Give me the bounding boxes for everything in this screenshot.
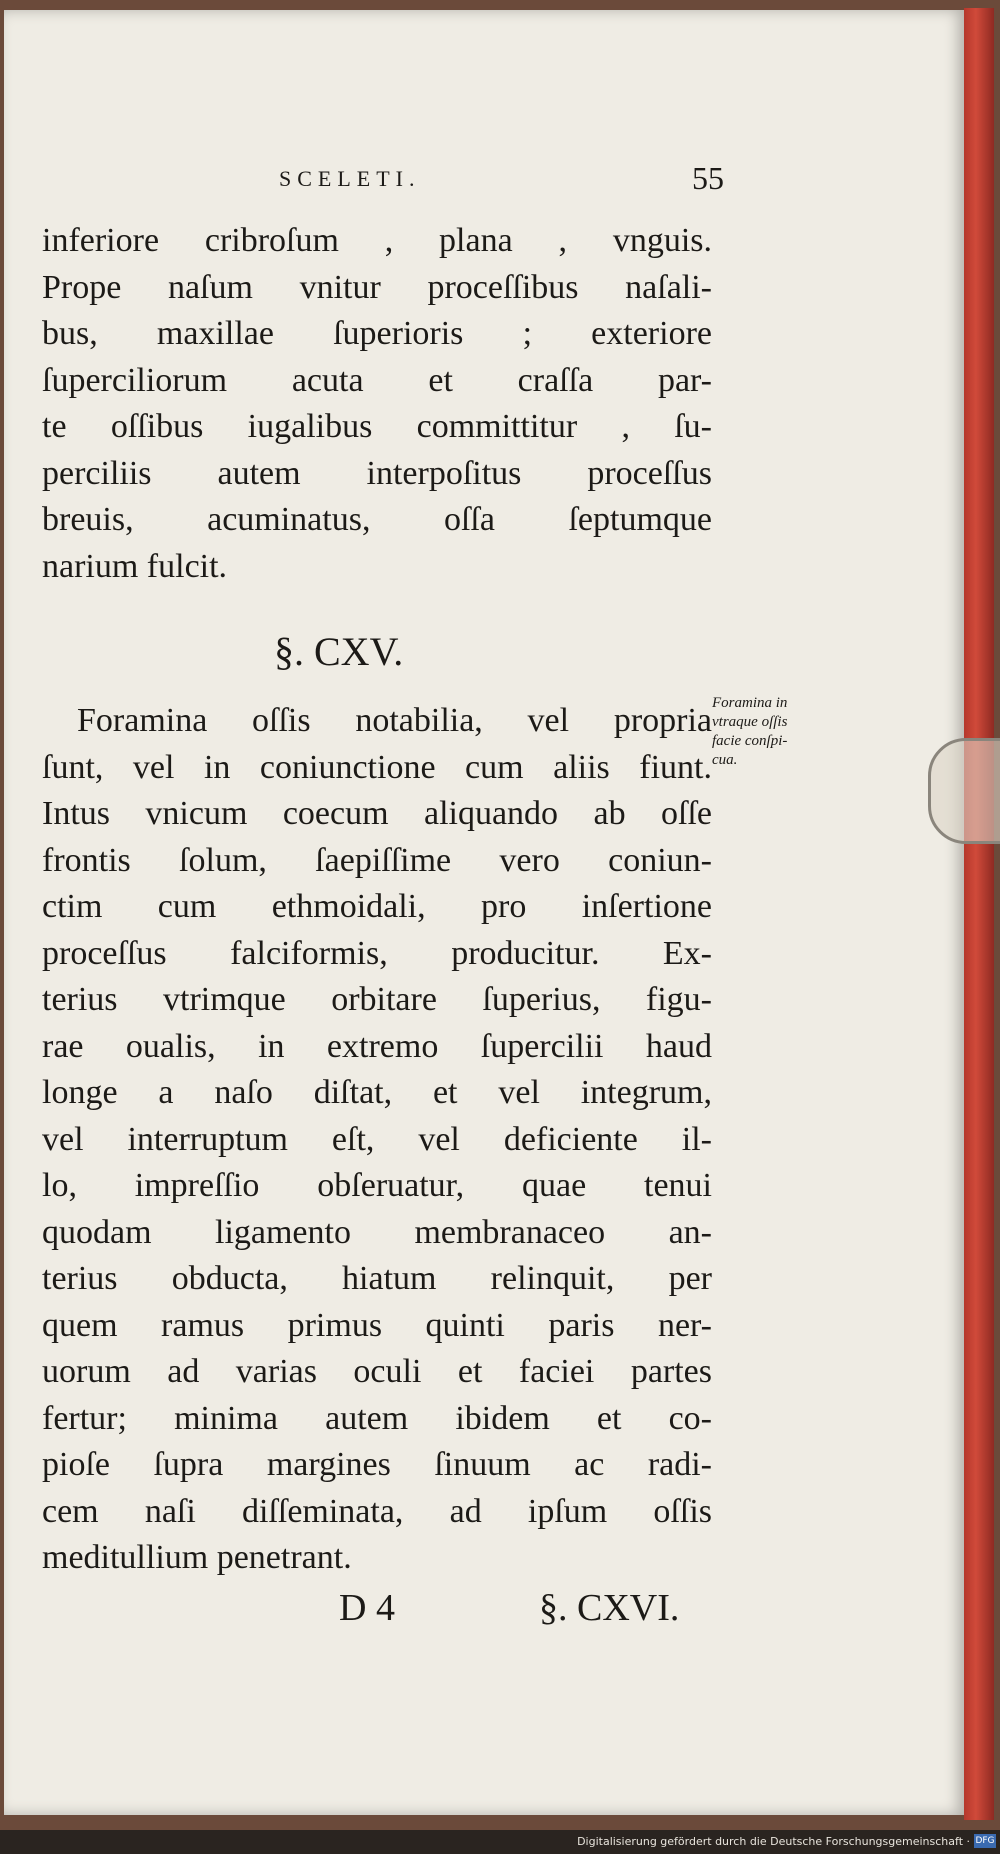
text-line: ctim cum ethmoidali, pro inſertione bbox=[42, 888, 712, 925]
section-heading: §. CXV. bbox=[274, 629, 404, 674]
page-number: 55 bbox=[692, 160, 724, 196]
credit-bar bbox=[0, 1830, 1000, 1854]
text-line: vel interruptum eſt, vel deficiente il- bbox=[42, 1120, 712, 1158]
text-line: cem naſi diſſeminata, ad ipſum oſſis bbox=[42, 1492, 712, 1530]
text-line: bus, maxillae ſuperioris ; exteriore bbox=[42, 315, 712, 352]
text-line: Intus vnicum coecum aliquando ab oſſe bbox=[42, 795, 712, 832]
text-line: fertur; minima autem ibidem et co- bbox=[42, 1399, 712, 1437]
marginal-note bbox=[712, 694, 872, 770]
text-line: Foramina oſſis notabilia, vel propria bbox=[77, 702, 712, 739]
book-clip bbox=[928, 738, 1000, 844]
text-line: frontis ſolum, ſaepiſſime vero coniun- bbox=[42, 841, 712, 879]
text-line: terius vtrimque orbitare ſuperius, figu- bbox=[42, 981, 712, 1018]
text-line: ſunt, vel in coniunctione cum aliis fiunt. bbox=[42, 748, 712, 786]
text-line: narium fulcit. bbox=[42, 547, 228, 585]
text-line: rae oualis, in extremo ſupercilii haud bbox=[42, 1027, 712, 1065]
funding-credit: Digitalisierung gefördert durch die Deutsche Forschungsgemeinschaft · bbox=[577, 1835, 970, 1848]
text-line: meditullium penetrant. bbox=[42, 1539, 352, 1576]
paragraph-foramina bbox=[42, 698, 712, 1582]
text-line: ſuperciliorum acuta et craſſa par- bbox=[42, 361, 712, 399]
text-line: breuis, acuminatus, oſſa ſeptumque bbox=[42, 501, 712, 538]
marginal-note-line: cua. bbox=[712, 752, 738, 768]
text-line: te oſſibus iugalibus committitur , ſu- bbox=[42, 408, 712, 445]
running-title: SCELETI. bbox=[279, 166, 421, 191]
marginal-note-line: facie conſpi- bbox=[712, 733, 788, 749]
text-line: lo, impreſſio obſeruatur, quae tenui bbox=[42, 1167, 712, 1204]
page-footer bbox=[4, 1586, 1000, 1636]
paragraph-continuation bbox=[42, 218, 712, 590]
dfg-logo-icon: DFG bbox=[975, 1836, 995, 1846]
text-line: quodam ligamento membranaceo an- bbox=[42, 1213, 712, 1251]
text-line: longe a naſo diſtat, et vel integrum, bbox=[42, 1074, 712, 1111]
book-page bbox=[4, 10, 964, 1815]
text-line: pioſe ſupra margines ſinuum ac radi- bbox=[42, 1446, 712, 1483]
catchword: §. CXVI. bbox=[539, 1587, 680, 1629]
marginal-note-line: Foramina in bbox=[712, 695, 788, 711]
marginal-note-line: vtraque oſſis bbox=[712, 714, 788, 730]
text-line: Prope naſum vnitur proceſſibus naſali- bbox=[42, 268, 712, 306]
text-line: terius obducta, hiatum relinquit, per bbox=[42, 1260, 712, 1297]
red-page-edge bbox=[964, 8, 994, 1820]
text-line: uorum ad varias oculi et faciei partes bbox=[42, 1353, 712, 1390]
text-line: quem ramus primus quinti paris ner- bbox=[42, 1306, 712, 1344]
text-line: perciliis autem interpoſitus proceſſus bbox=[42, 454, 712, 492]
page-header bbox=[274, 160, 724, 206]
signature-mark: D 4 bbox=[339, 1587, 395, 1629]
text-line: inferiore cribroſum , plana , vnguis. bbox=[42, 222, 712, 259]
text-line: proceſſus falciformis, producitur. Ex- bbox=[42, 934, 712, 972]
